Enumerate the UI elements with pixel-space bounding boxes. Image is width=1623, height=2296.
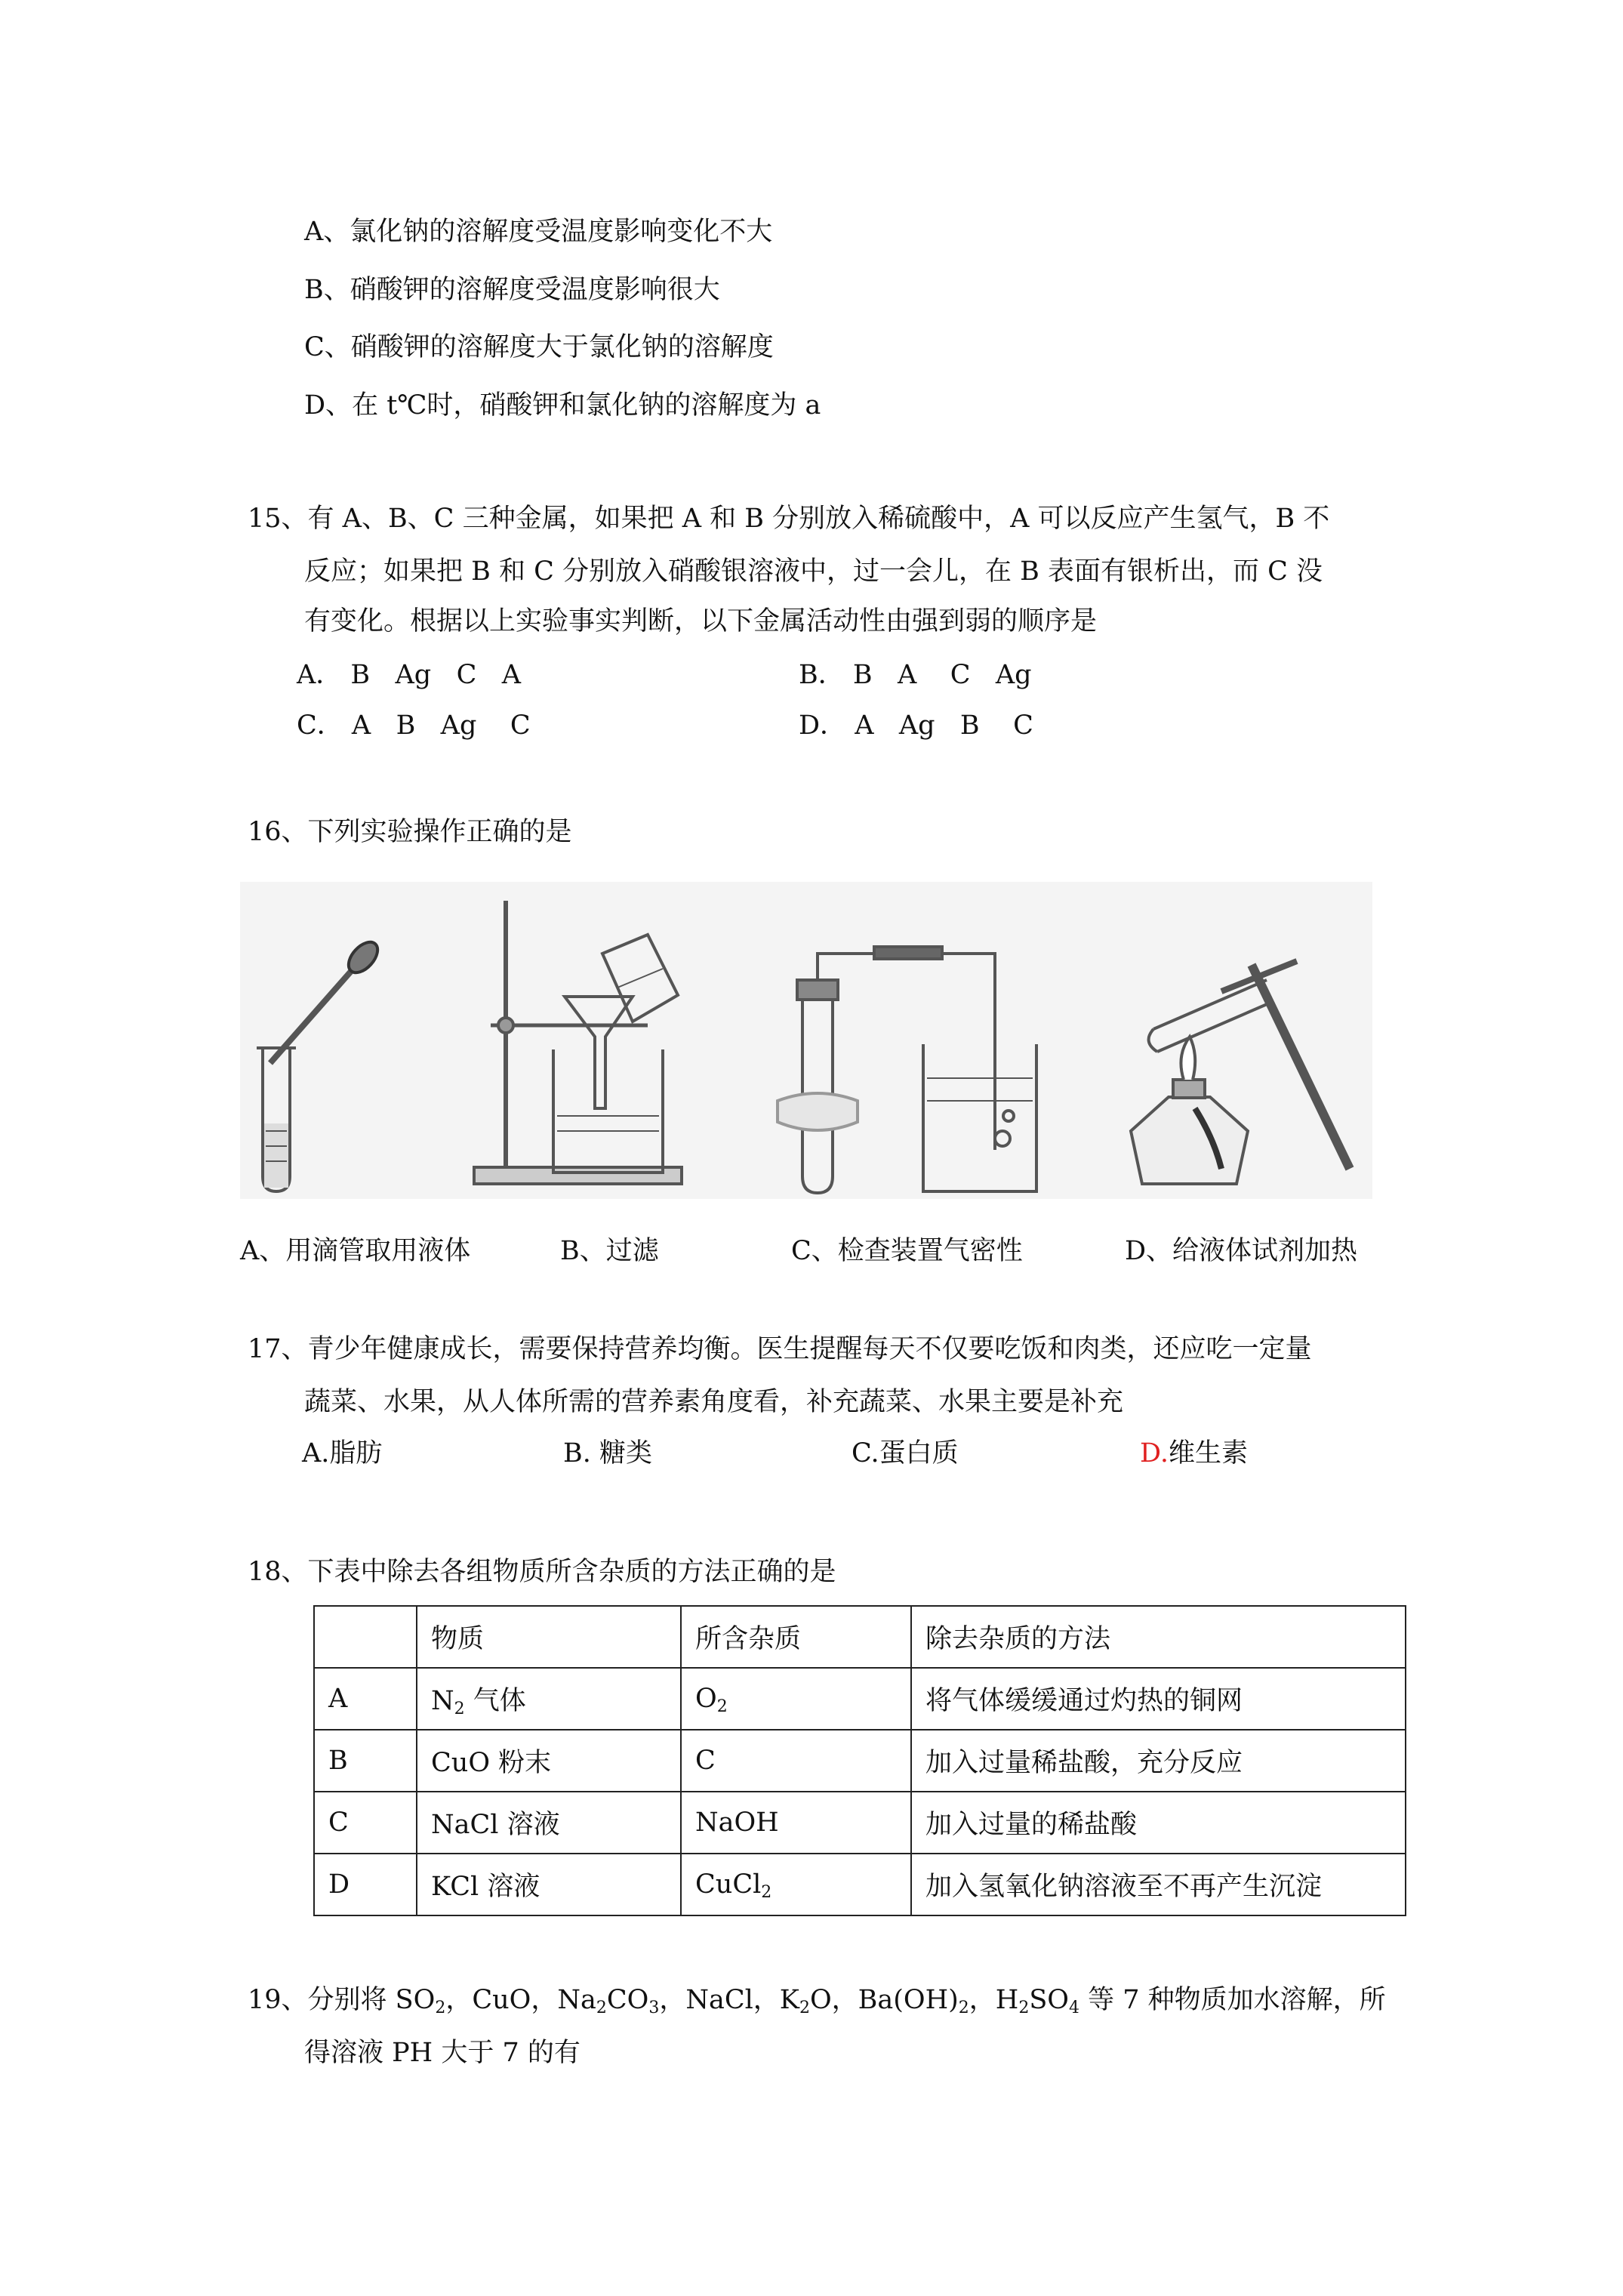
subscript: 2: [958, 1999, 969, 2017]
q16-caption-b: B、过滤: [560, 1236, 659, 1266]
method-cell: 将气体缓缓通过灼热的铜网: [911, 1668, 1406, 1730]
q14-option-c: [304, 334, 774, 361]
option-text: 硝酸钾的溶解度大于氯化钠的溶解度: [350, 332, 774, 362]
q15-stem-line-1: 15、有 A、B、C 三种金属，如果把 A 和 B 分别放入稀硫酸中，A 可以反应产生氢气，B 不: [248, 504, 1330, 534]
option-text: 氯化钠的溶解度受温度影响变化不大: [350, 217, 773, 247]
q17-option-b: [563, 1438, 652, 1469]
table-header-cell: 所含杂质: [681, 1606, 911, 1668]
q15-option-b: [799, 662, 1032, 689]
q14-option-a: [304, 219, 772, 245]
method-cell: 加入过量稀盐酸，充分反应: [911, 1730, 1406, 1792]
option-letter: B、: [304, 275, 350, 305]
table-row: [314, 1668, 1406, 1730]
lab-apparatus-figure: [240, 882, 1372, 1199]
table-header-cell: 除去杂质的方法: [911, 1606, 1406, 1668]
table-header-cell: 物质: [417, 1606, 681, 1668]
subscript: 2: [454, 1700, 465, 1718]
option-text: 脂肪: [329, 1438, 383, 1469]
impurity-cell: C: [681, 1730, 911, 1792]
table-row: [314, 1792, 1406, 1854]
table-header-row: [314, 1606, 1406, 1668]
subscript: 2: [716, 1697, 728, 1716]
q14-option-b: [304, 277, 720, 304]
stem-text: ，NaCl，K: [659, 1985, 799, 2015]
option-letter-highlighted: D.: [1140, 1438, 1169, 1469]
subscript: 3: [648, 1999, 660, 2017]
option-letter: D、: [304, 390, 353, 421]
q15-stem-line-3: 有变化。根据以上实验事实判断，以下金属活动性由强到弱的顺序是: [304, 606, 1098, 636]
subscript: 2: [596, 1999, 607, 2017]
subscript: 2: [1018, 1999, 1030, 2017]
q19-stem-line-1: [248, 1985, 1386, 2017]
stem-text: 19、分别将 SO: [248, 1985, 436, 2015]
subscript: 2: [761, 1883, 772, 1902]
option-text: 糖类: [590, 1438, 652, 1469]
q17-stem-line-2: 蔬菜、水果，从人体所需的营养素角度看，补充蔬菜、水果主要是补充: [304, 1387, 1124, 1417]
q17-option-d: [1140, 1438, 1248, 1469]
impurity-formula: CuCl: [695, 1869, 762, 1900]
q18-stem: 18、下表中除去各组物质所含杂质的方法正确的是: [248, 1557, 836, 1587]
q16-caption-a: A、用滴管取用液体: [240, 1236, 471, 1266]
q15-option-d: [799, 710, 1033, 741]
q19-stem-line-2: 得溶液 PH 大于 7 的有: [304, 2038, 581, 2068]
option-text: A B Ag C: [351, 710, 531, 741]
q15-option-c: [297, 710, 531, 741]
subscript: 2: [799, 1999, 810, 2017]
subscript: 4: [1068, 1999, 1079, 2017]
q17-option-c: [852, 1438, 959, 1469]
q17-option-a: [302, 1438, 383, 1469]
row-label: C: [314, 1792, 417, 1854]
substance-cell: NaCl 溶液: [417, 1792, 681, 1854]
impurity-removal-table: [313, 1605, 1406, 1916]
q16-caption-d: D、给液体试剂加热: [1125, 1236, 1358, 1266]
stem-text: 等 7 种物质加水溶解，所: [1079, 1985, 1386, 2015]
option-text: 硝酸钾的溶解度受温度影响很大: [350, 275, 720, 305]
option-letter: B．: [799, 660, 845, 690]
option-text: A Ag B C: [855, 710, 1033, 741]
row-label: B: [314, 1730, 417, 1792]
stem-text: ，CuO，Na: [445, 1985, 596, 2015]
option-letter: C.: [852, 1438, 879, 1469]
option-text: B Ag C A: [350, 660, 522, 690]
option-text: 在 t℃时，硝酸钾和氯化钠的溶解度为 a: [352, 390, 821, 421]
row-label: D: [314, 1854, 417, 1915]
method-cell: 加入氢氧化钠溶液至不再产生沉淀: [911, 1854, 1406, 1915]
table-row: [314, 1854, 1406, 1915]
row-label: A: [314, 1668, 417, 1730]
stem-text: SO: [1029, 1985, 1069, 2015]
option-text: 蛋白质: [879, 1438, 959, 1469]
stem-text: CO: [606, 1985, 649, 2015]
substance-formula: N: [431, 1686, 454, 1716]
table-row: [314, 1730, 1406, 1792]
option-letter: C、: [304, 332, 351, 362]
option-letter: C．: [297, 710, 343, 741]
q16-caption-c: C、检查装置气密性: [791, 1236, 1023, 1266]
q17-stem-line-1: 17、青少年健康成长，需要保持营养均衡。医生提醒每天不仅要吃饭和肉类，还应吃一定量: [248, 1334, 1312, 1364]
q16-stem: 16、下列实验操作正确的是: [248, 817, 572, 847]
option-letter: A.: [302, 1438, 330, 1469]
stem-text: O，Ba(OH): [809, 1985, 959, 2015]
stem-text: ，H: [969, 1985, 1019, 2015]
substance-rest: 气体: [464, 1686, 526, 1716]
substance-cell: CuO 粉末: [417, 1730, 681, 1792]
option-letter: A、: [304, 217, 350, 247]
impurity-cell: [681, 1668, 911, 1730]
subscript: 2: [435, 1999, 446, 2017]
option-letter: A．: [297, 660, 343, 690]
q15-stem-line-2: 反应；如果把 B 和 C 分别放入硝酸银溶液中，过一会儿，在 B 表面有银析出，而 C 没: [304, 556, 1323, 587]
substance-cell: [417, 1668, 681, 1730]
option-text: 维生素: [1168, 1438, 1248, 1469]
table-header-cell: [314, 1606, 417, 1668]
impurity-cell: NaOH: [681, 1792, 911, 1854]
q14-option-d: [304, 390, 821, 421]
option-letter: D．: [799, 710, 847, 741]
impurity-formula: O: [695, 1684, 717, 1714]
impurity-cell: [681, 1854, 911, 1915]
method-cell: 加入过量的稀盐酸: [911, 1792, 1406, 1854]
q15-option-a: [297, 662, 521, 689]
option-text: B A C Ag: [852, 660, 1032, 690]
substance-cell: KCl 溶液: [417, 1854, 681, 1915]
option-letter: B.: [563, 1438, 591, 1469]
